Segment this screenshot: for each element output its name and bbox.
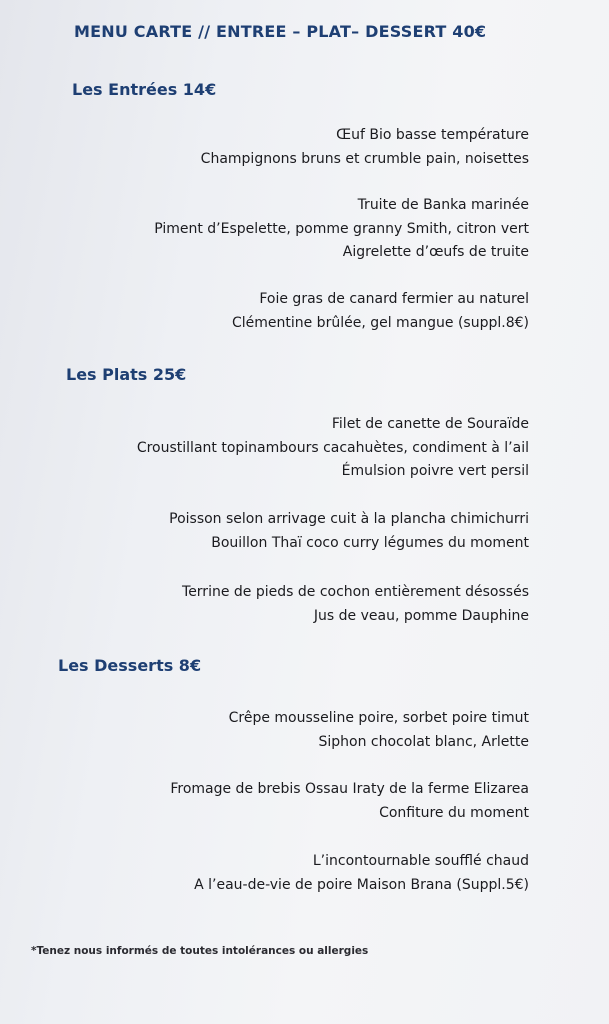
dish-plat-3 [182,581,529,628]
dish-line: Filet de canette de Souraïde [331,416,529,432]
dish-line: Clémentine brûlée, gel mangue (suppl.8€) [231,314,529,331]
dish-line: Aigrelette d’œufs de truite [342,244,529,260]
dish-line: Truite de Banka marinée [357,197,529,213]
dish-line: A l’eau-de-vie de poire Maison Brana (Suppl.5€) [194,876,529,893]
dish-line: Champignons bruns et crumble pain, noisettes [200,150,529,167]
dish-line: Confiture du moment [379,804,529,821]
dish-dessert-1 [229,707,529,754]
dish-dessert-2 [170,778,529,825]
dish-entree-2 [154,194,529,265]
dish-entree-1 [201,124,529,171]
section-heading-entrees: Les Entrées 14€ [72,80,217,99]
dish-line: L’incontournable soufflé chaud [312,853,529,869]
menu-title: MENU CARTE // ENTREE – PLAT– DESSERT 40€ [74,22,487,41]
dish-line: Fromage de brebis Ossau Iraty de la ferme Elizarea [170,781,529,797]
section-heading-desserts: Les Desserts 8€ [58,656,202,675]
dish-plat-2 [169,508,529,555]
dish-plat-1 [137,413,529,484]
allergy-footnote: *Tenez nous informés de toutes intolérances ou allergies [31,945,369,957]
dish-line: Poisson selon arrivage cuit à la plancha chimichurri [169,511,529,527]
dish-line: Piment d’Espelette, pomme granny Smith, citron vert [154,220,529,237]
dish-line: Œuf Bio basse température [336,127,529,143]
dish-line: Jus de veau, pomme Dauphine [313,607,529,624]
dish-line: Terrine de pieds de cochon entièrement désossés [182,584,529,600]
dish-dessert-3 [194,850,529,897]
dish-entree-3 [232,288,529,335]
dish-line: Crêpe mousseline poire, sorbet poire timut [228,710,529,726]
dish-line: Bouillon Thaï coco curry légumes du moment [211,534,529,551]
dish-line: Siphon chocolat blanc, Arlette [318,733,529,750]
dish-line: Foie gras de canard fermier au naturel [259,291,529,307]
dish-line: Croustillant topinambours cacahuètes, condiment à l’ail [136,439,529,456]
dish-line: Émulsion poivre vert persil [341,463,529,479]
section-heading-plats: Les Plats 25€ [66,365,187,384]
